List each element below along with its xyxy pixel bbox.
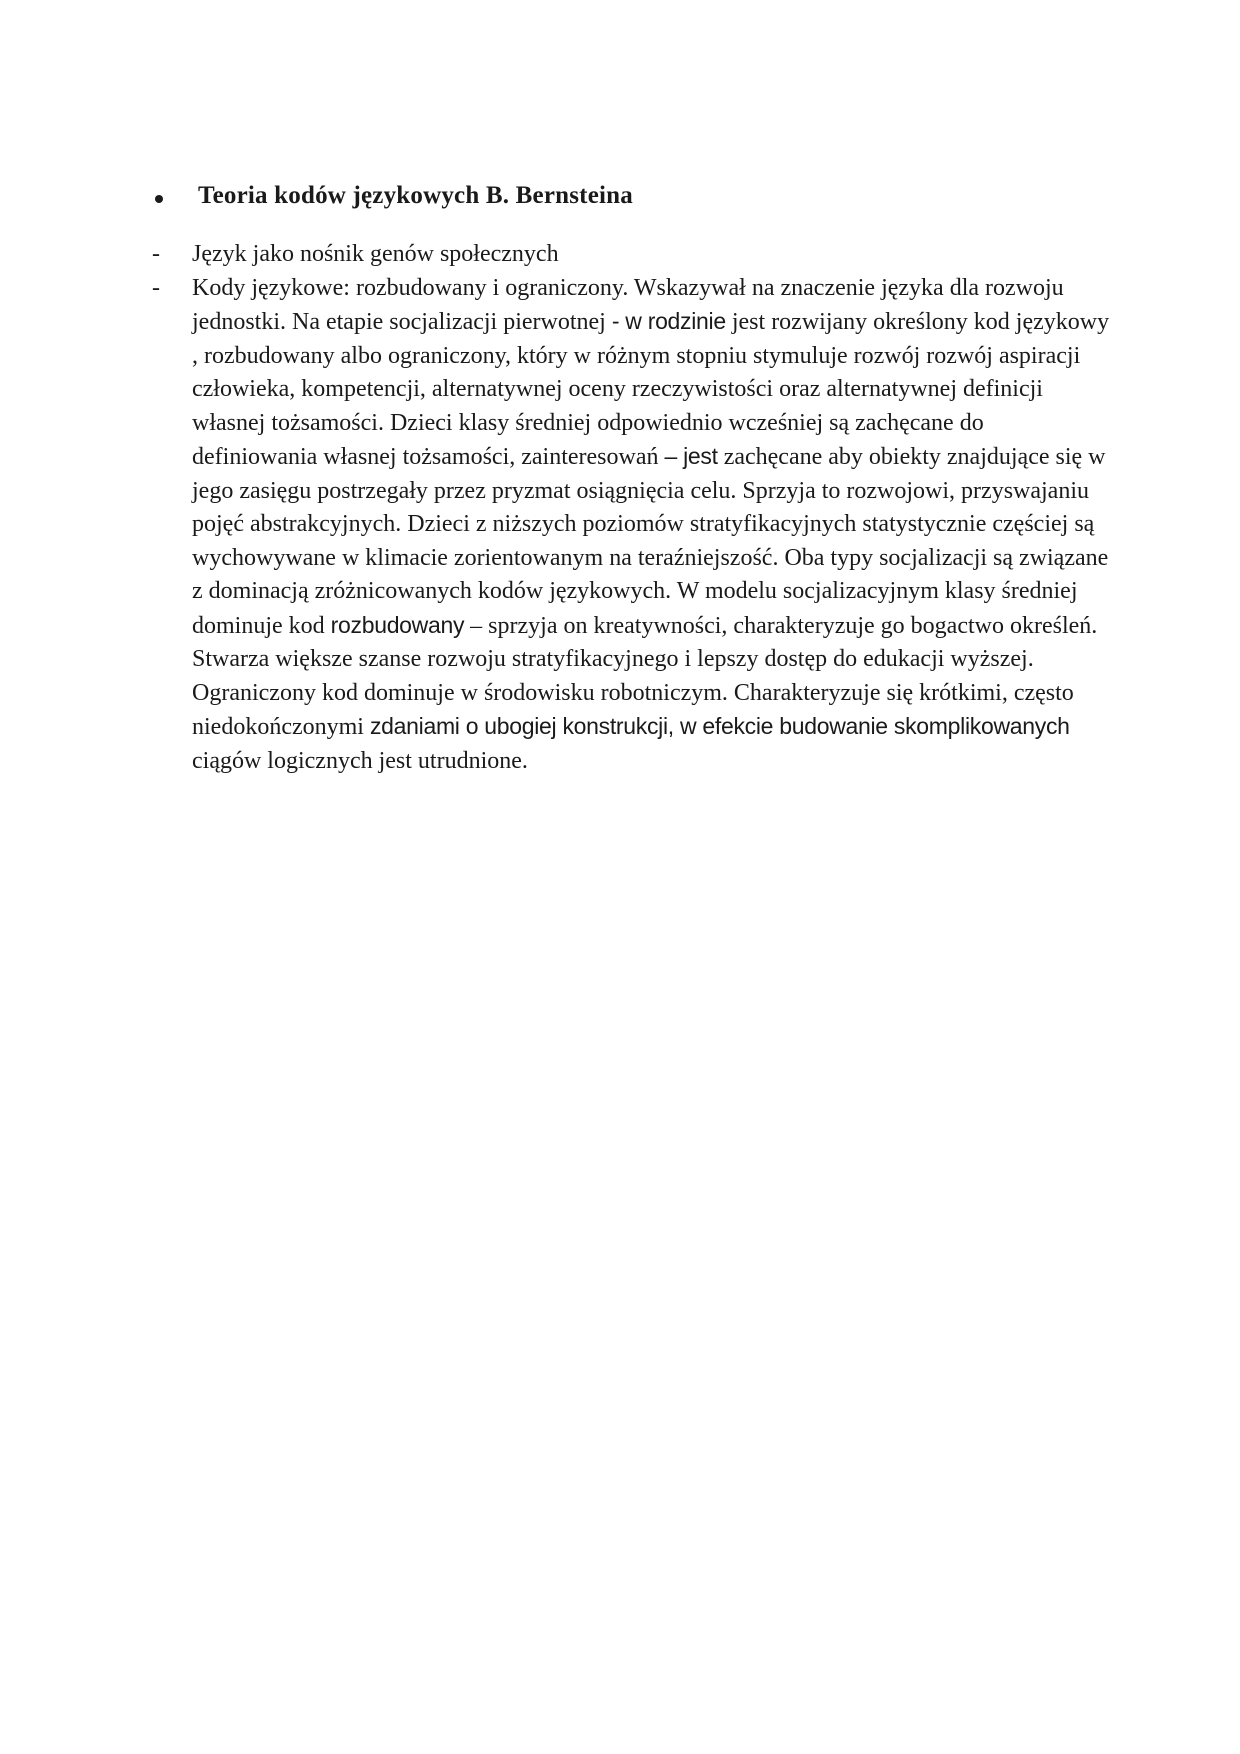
section-heading bbox=[155, 176, 633, 216]
list-item-paragraph bbox=[192, 272, 1112, 779]
paragraph-segment-emphasis: – jest bbox=[664, 443, 718, 469]
paragraph-segment: ciągów logicznych jest utrudnione. bbox=[192, 747, 528, 774]
list-item bbox=[152, 238, 1112, 272]
paragraph-segment-emphasis: - w rodzinie bbox=[611, 308, 726, 334]
paragraph-segment: Kody językowe: rozbudowany i ograniczony. Wskazywał na znaczenie języka dla rozwoju jednostki. Na etapie socjalizacji pierwotnej bbox=[192, 274, 1064, 335]
heading-text: Teoria kodów językowych B. Bernsteina bbox=[198, 182, 633, 209]
list-item-text: Język jako nośnik genów społecznych bbox=[192, 241, 559, 267]
bullet-icon bbox=[155, 195, 163, 203]
paragraph-segment: jest rozwijany określony kod językowy , rozbudowany albo ograniczony, który w różnym stopniu stymuluje rozwój rozwój aspiracji człowieka, kompetencji, alternatywnej oceny rzeczywistości oraz alternatywnej definicji własnej tożsamości. Dzieci klasy średniej odpowiednio wcześniej są zachęcane do definiowania własnej tożsamości, zainteresowań bbox=[192, 309, 1110, 470]
paragraph-segment-emphasis: zdaniami o ubogiej konstrukcji, w efekcie budowanie skomplikowanych bbox=[369, 713, 1070, 739]
paragraph-segment: – sprzyja on kreatywności, charakteryzuje go bogactwo określeń. Stwarza większe szanse rozwoju stratyfikacyjnego i lepszy dostęp do edukacji wyższej. Ograniczony kod dominuje w środowisku robotniczym. Charakteryzuje się krótkimi, często niedokończonymi bbox=[192, 612, 1098, 740]
dash-marker: - bbox=[152, 241, 160, 267]
list-item bbox=[152, 272, 1112, 779]
paragraph-segment: zachęcane aby obiekty znajdujące się w jego zasięgu postrzegały przez pryzmat osiągnięcia celu. Sprzyja to rozwojowi, przyswajaniu pojęć abstrakcyjnych. Dzieci z niższych poziomów stratyfikacyjnych statystycznie częściej są wychowywane w klimacie zorientowanym na teraźniejszość. Oba typy socjalizacji są związane z dominacją zróżnicowanych kodów językowych. W modelu socjalizacyjnym klasy średniej dominuje kod bbox=[192, 444, 1109, 639]
dash-list bbox=[152, 238, 1112, 778]
dash-marker: - bbox=[152, 274, 160, 301]
paragraph-segment-emphasis: rozbudowany bbox=[330, 611, 465, 638]
